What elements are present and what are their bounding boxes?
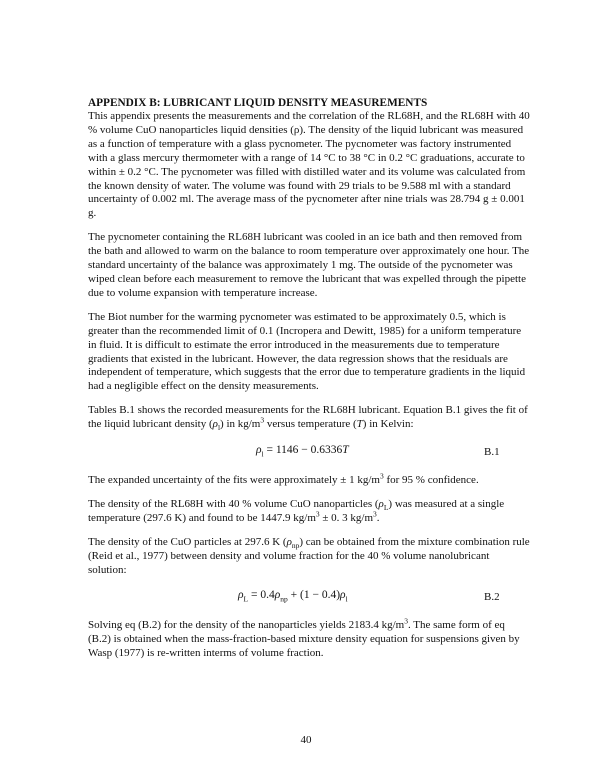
equation-b1-expression: $\rho_l = 1146 - 0.6336T$: [256, 444, 349, 459]
equation-b1-number: B.1: [484, 446, 500, 459]
mixture-rule-paragraph: The density of the CuO particles at 297.6 K $(\rho_{np})$ can be obtained from the mixture combination rule (Reid et al., 1977) between density and volume fraction for the 40 % volume nanolubricant solution:: [88, 535, 530, 576]
equation-b2: [88, 587, 530, 609]
page-number: 40: [300, 734, 312, 746]
procedure-paragraph: The pycnometer containing the RL68H lubricant was cooled in an ice bath and then removed from the bath and allowed to warm on the balance to room temperature over approximately one hour. The standard uncertainty of the balance was approximately 1 mg. The outside of the pycnometer was wiped clean before each measurement to remove the lubricant that was expelled through the pipette due to volume expansion with temperature increase.: [88, 231, 530, 299]
equation-b2-expression: $\rho_L = 0.4\rho_{np} + (1 - 0.4)\rho_l$: [238, 589, 348, 604]
uncertainty-paragraph: The expanded uncertainty of the fits were approximately ± 1 $kg/m^3$ for 95 % confidence.: [88, 471, 479, 487]
page-content: [88, 96, 530, 671]
nanolubricant-density-paragraph: The density of the RL68H with 40 % volume CuO nanoparticles $(\rho_L)$ was measured at a single temperature (297.6 K) and found to be 1447.9 $kg/m^3 \pm 0$. 3 $kg/m^3$.: [88, 497, 505, 524]
biot-paragraph: The Biot number for the warming pycnometer was estimated to be approximately 0.5, which is greater than the recommended limit of 0.1 (Incropera and Dewitt, 1985) for a uniform temperature in fluid. It is difficult to estimate the error introduced in the measurements due to temperature gradients that existed in the lubricant. However, the data regression shows that the residuals are independent of temperature, which suggests that the error due to temperature gradients in the liquid had a negligible effect on the density measurements.: [88, 310, 526, 393]
intro-paragraph: This appendix presents the measurements and the correlation of the RL68H, and the RL68H with 40 % volume CuO nanoparticles liquid densities (ρ). The density of the liquid lubricant was measured as a function of temperature with a glass pycnometer. The pycnometer was factory instrumented with a glass mercury thermometer with a range of 14 °C to 38 °C in 0.2 °C graduations, accurate to within ± 0.2 °C. The pycnometer was filled with distilled water and its volume was calculated from the known density of water. The volume was found with 29 trials to be 9.588 ml with a standard uncertainty of 0.002 ml. The average mass of the pycnometer after nine trials was 28.794 g ± 0.001 g.: [88, 110, 530, 220]
conclusion-paragraph: Solving eq (B.2) for the density of the nanoparticles yields 2183.4 $kg/m^3$. The same form of eq (B.2) is obtained when the mass-fraction-based mixture density equation for suspensions given by Wasp (1977) is re-written interms of volume fraction.: [88, 616, 520, 660]
equation-b2-number: B.2: [484, 591, 500, 604]
equation-b1: [88, 442, 530, 464]
appendix-heading: APPENDIX B: LUBRICANT LIQUID DENSITY MEASUREMENTS: [88, 97, 428, 109]
fit-paragraph: Tables B.1 shows the recorded measurements for the RL68H lubricant. Equation B.1 gives the fit of the liquid lubricant density $(\rho_l)$ in $kg/m^3$ versus temperature (T) in Kelvin:: [88, 404, 528, 433]
